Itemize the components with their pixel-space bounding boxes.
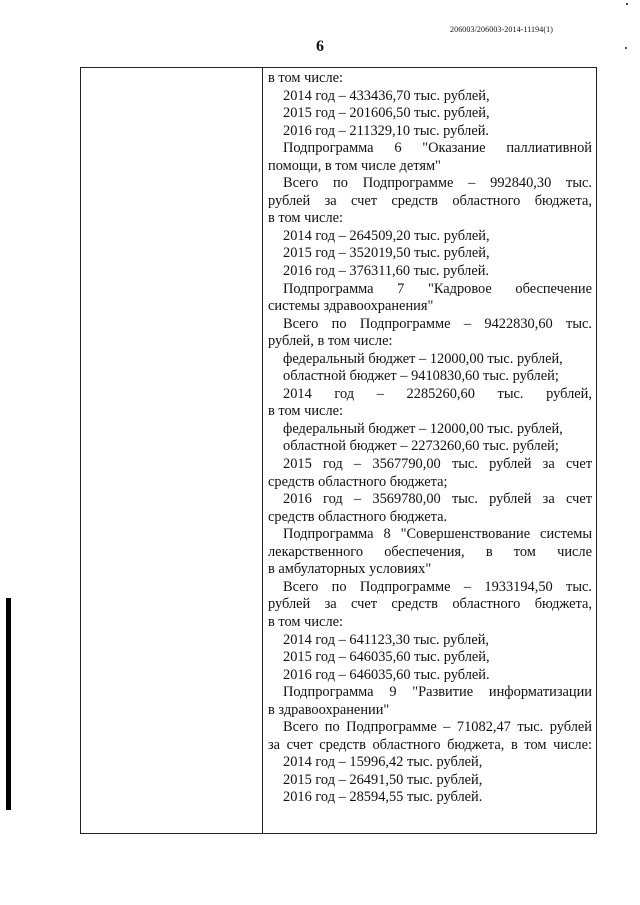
text-line: 2016 год – 28594,55 тыс. рублей. [283,789,483,806]
text-line: Всего по Подпрограмме – 9422830,60 тыс. [283,315,592,332]
text-line: 2015 год – 26491,50 тыс. рублей, [283,771,483,788]
text-line: 2016 год – 376311,60 тыс. рублей. [283,263,490,280]
text-line: 2015 год – 3567790,00 тыс. рублей за счет [283,456,592,473]
text-line: 2015 год – 201606,50 тыс. рублей, [283,105,490,122]
text-line: в том числе: [268,210,344,227]
binding-edge-mark [6,598,11,810]
text-line: за счет средств областного бюджета, в том числе: [268,736,592,753]
text-line: в том числе: [268,613,344,630]
text-line: Подпрограмма 7 "Кадровое обеспечение [283,280,592,297]
text-line: областной бюджет – 2273260,60 тыс. рублей; [283,438,559,455]
table-column-divider [262,68,263,833]
text-line: рублей, в том числе: [268,333,393,350]
text-line: 2016 год – 646035,60 тыс. рублей. [283,666,490,683]
text-line: средств областного бюджета. [268,508,448,525]
text-line: лекарственного обеспечения, в том числе [268,543,592,560]
text-line: средств областного бюджета; [268,473,448,490]
text-line: 2014 год – 15996,42 тыс. рублей, [283,754,483,771]
text-line: в том числе: [268,70,344,86]
text-line: федеральный бюджет – 12000,00 тыс. рублей, [283,350,563,367]
text-line: 2014 год – 641123,30 тыс. рублей, [283,631,490,648]
text-line: 2016 год – 211329,10 тыс. рублей. [283,122,490,139]
text-line: 2016 год – 3569780,00 тыс. рублей за счет [283,491,592,508]
text-line: 2015 год – 352019,50 тыс. рублей, [283,245,490,262]
text-line: Подпрограмма 8 "Совершенствование системы [283,526,592,543]
text-line: 2014 год – 264509,20 тыс. рублей, [283,227,490,244]
table-right-cell [268,70,592,807]
page-number: 6 [316,38,324,55]
text-line: федеральный бюджет – 12000,00 тыс. рублей, [283,420,563,437]
text-line: рублей за счет средств областного бюджета, [268,596,592,613]
text-line: помощи, в том числе детям" [268,157,441,174]
text-line: системы здравоохранения" [268,298,434,315]
text-line: 2014 год – 433436,70 тыс. рублей, [283,87,490,104]
text-line: Всего по Подпрограмме – 992840,30 тыс. [283,175,592,192]
text-line: Всего по Подпрограмме – 1933194,50 тыс. [283,578,592,595]
text-line: областной бюджет – 9410830,60 тыс. рублей; [283,368,559,385]
text-line: в амбулаторных условиях" [268,561,432,578]
text-line: Подпрограмма 6 "Оказание паллиативной [283,140,592,157]
text-line: Всего по Подпрограмме – 71082,47 тыс. рублей [283,719,592,736]
text-line: рублей за счет средств областного бюджета, [268,192,592,209]
text-line: Подпрограмма 9 "Развитие информатизации [283,684,592,701]
text-line: 2014 год – 2285260,60 тыс. рублей, [283,385,592,402]
scan-artifact-dot [626,3,628,5]
text-line: в здравоохранении" [268,701,390,718]
text-line: 2015 год – 646035,60 тыс. рублей, [283,649,490,666]
document-id: 206003/206003-2014-11194(1) [450,25,553,34]
text-line: в том числе: [268,403,344,420]
document-table [80,67,597,834]
